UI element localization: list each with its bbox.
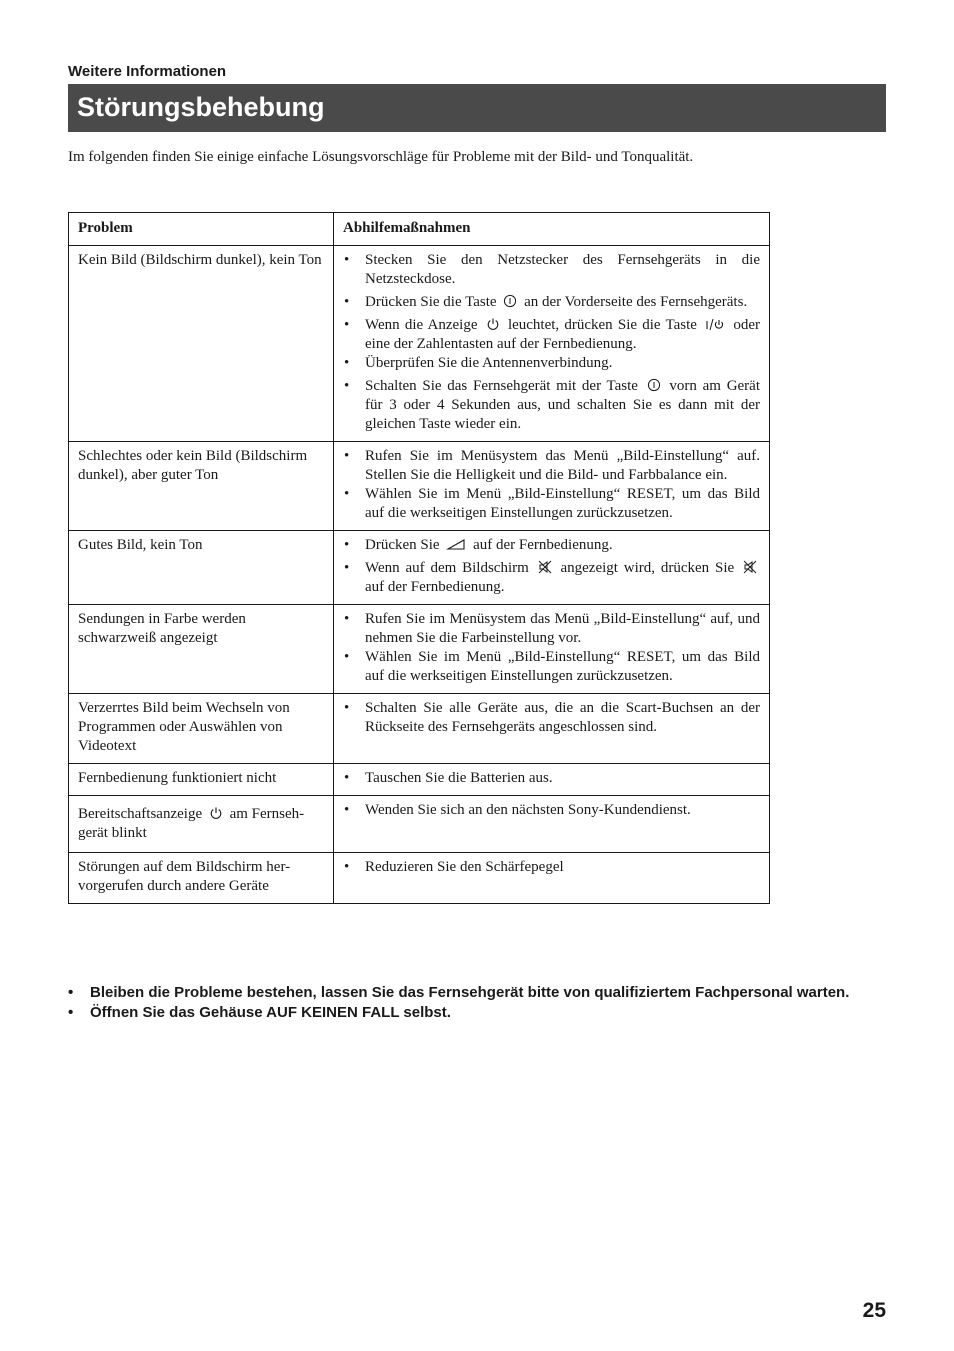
page-title: Störungsbehebung (77, 92, 325, 122)
table-row (69, 442, 770, 531)
remedy-list (343, 858, 760, 877)
table-header-row (69, 213, 770, 246)
table-row (69, 796, 770, 853)
intro-text: Im folgenden finden Sie einige einfache Lösungsvorschläge für Probleme mit der Bild- und Tonqualität. (68, 149, 694, 165)
table-row (69, 605, 770, 694)
header-problem: Problem (69, 213, 334, 246)
problem-cell (69, 796, 334, 853)
table-row (69, 694, 770, 764)
remedy-cell (334, 764, 770, 796)
remedy-cell (334, 796, 770, 853)
remedy-cell (334, 694, 770, 764)
remedy-text: Tauschen Sie die Batterien aus. (365, 770, 553, 786)
problem-cell: Schlechtes oder kein Bild (Bildschirm dunkel), aber guter Ton (69, 442, 334, 531)
problem-cell: Fernbedienung funktioniert nicht (69, 764, 334, 796)
remedy-cell (334, 853, 770, 904)
remedy-cell (334, 442, 770, 531)
list-item (343, 293, 760, 312)
list-item (343, 316, 760, 354)
remedy-text: Wählen Sie im Menü „Bild-Einstellung“ RESET, um das Bild auf die werkseitigen Einstellungen zurückzusetzen. (365, 486, 760, 521)
remedy-text: Schalten Sie alle Geräte aus, die an die Scart-Buchsen an der Rückseite des Fernsehgeräts angeschlossen sind. (365, 700, 760, 735)
important-notes (68, 984, 886, 1024)
table-row (69, 853, 770, 904)
remedy-text: Rufen Sie im Menüsystem das Menü „Bild-Einstellung“ auf. Stellen Sie die Helligkeit und die Bild- und Farbbalance ein. (365, 448, 760, 483)
remedy-text: Rufen Sie im Menüsystem das Menü „Bild-Einstellung“ auf, und nehmen Sie die Farbeinstellung vor. (365, 611, 760, 646)
problem-cell: Sendungen in Farbe werden schwarzweiß angezeigt (69, 605, 334, 694)
remedy-text: an der Vorderseite des Fernsehgeräts. (524, 294, 748, 310)
remedy-list (343, 699, 760, 737)
note-item: • Bleiben die Probleme bestehen, lassen Sie das Fernsehgerät bitte von qualifiziertem Fachpersonal warten. (68, 984, 886, 1002)
remedy-list (343, 251, 760, 434)
list-item (343, 769, 760, 788)
mute-icon (743, 560, 757, 574)
remedy-text: Wenden Sie sich an den nächsten Sony-Kundendienst. (365, 802, 691, 818)
remedy-list (343, 536, 760, 597)
standby-indicator-icon (486, 317, 500, 331)
list-item (343, 251, 760, 289)
remedy-text: leuchtet, drücken Sie die Taste (507, 317, 697, 333)
remedy-cell (334, 605, 770, 694)
remedy-text: Reduzieren Sie den Schärfepegel (365, 859, 564, 875)
problem-text: Bereitschaftsanzeige (78, 806, 203, 822)
remedy-text: auf der Fernbedienung. (473, 537, 613, 553)
list-item (343, 377, 760, 434)
list-item (343, 858, 760, 877)
remedy-text: Schalten Sie das Fernsehgerät mit der Taste (365, 378, 638, 394)
problem-cell: Gutes Bild, kein Ton (69, 531, 334, 605)
remedy-list (343, 447, 760, 523)
volume-icon (446, 537, 466, 551)
remedy-cell (334, 531, 770, 605)
remedy-text: vorn am Gerät für 3 oder 4 Sekunden aus, und schalten Sie es dann mit der gleichen Taste wieder ein. (365, 378, 761, 432)
power-on-icon (647, 378, 661, 392)
remedy-cell (334, 246, 770, 442)
problem-cell: Störungen auf dem Bildschirm her-vorgerufen durch andere Geräte (69, 853, 334, 904)
standby-button-icon (705, 317, 725, 331)
power-on-icon (503, 294, 517, 308)
remedy-text: Stecken Sie den Netzstecker des Fernsehgeräts in die Netzsteckdose. (365, 252, 760, 287)
page-number: 25 (862, 1299, 886, 1322)
remedy-text: Drücken Sie (365, 537, 440, 553)
note-item: • Öffnen Sie das Gehäuse AUF KEINEN FALL selbst. (68, 1004, 886, 1022)
table-row (69, 246, 770, 442)
remedy-text: Drücken Sie die Taste (365, 294, 497, 310)
table-row (69, 764, 770, 796)
problem-cell: Kein Bild (Bildschirm dunkel), kein Ton (69, 246, 334, 442)
remedy-list (343, 610, 760, 686)
list-item (343, 485, 760, 523)
remedy-text: angezeigt wird, drücken Sie (560, 560, 735, 576)
header-remedy: Abhilfemaßnahmen (334, 213, 770, 246)
section-label: Weitere Informationen (68, 63, 227, 80)
list-item (343, 648, 760, 686)
standby-indicator-icon (209, 806, 223, 820)
list-item (343, 559, 760, 597)
remedy-list (343, 801, 760, 820)
list-item (343, 447, 760, 485)
list-item (343, 699, 760, 737)
remedy-text: Wenn die Anzeige (365, 317, 478, 333)
list-item (343, 354, 760, 373)
troubleshooting-table (68, 212, 770, 904)
remedy-text: Überprüfen Sie die Antennenverbindung. (365, 355, 613, 371)
table-row (69, 531, 770, 605)
list-item (343, 610, 760, 648)
mute-icon (538, 560, 552, 574)
remedy-list (343, 769, 760, 788)
remedy-text: Wenn auf dem Bildschirm (365, 560, 529, 576)
list-item (343, 536, 760, 555)
remedy-text: auf der Fernbedienung. (365, 579, 505, 595)
remedy-text: oder eine der Zahlentasten auf der Fernbedienung. (365, 317, 761, 352)
problem-text: am Fernseh-gerät blinkt (78, 806, 305, 841)
remedy-text: Wählen Sie im Menü „Bild-Einstellung“ RESET, um das Bild auf die werkseitigen Einstellungen zurückzusetzen. (365, 649, 760, 684)
title-bar (68, 84, 886, 132)
problem-cell: Verzerrtes Bild beim Wechseln von Programmen oder Auswählen von Videotext (69, 694, 334, 764)
list-item (343, 801, 760, 820)
